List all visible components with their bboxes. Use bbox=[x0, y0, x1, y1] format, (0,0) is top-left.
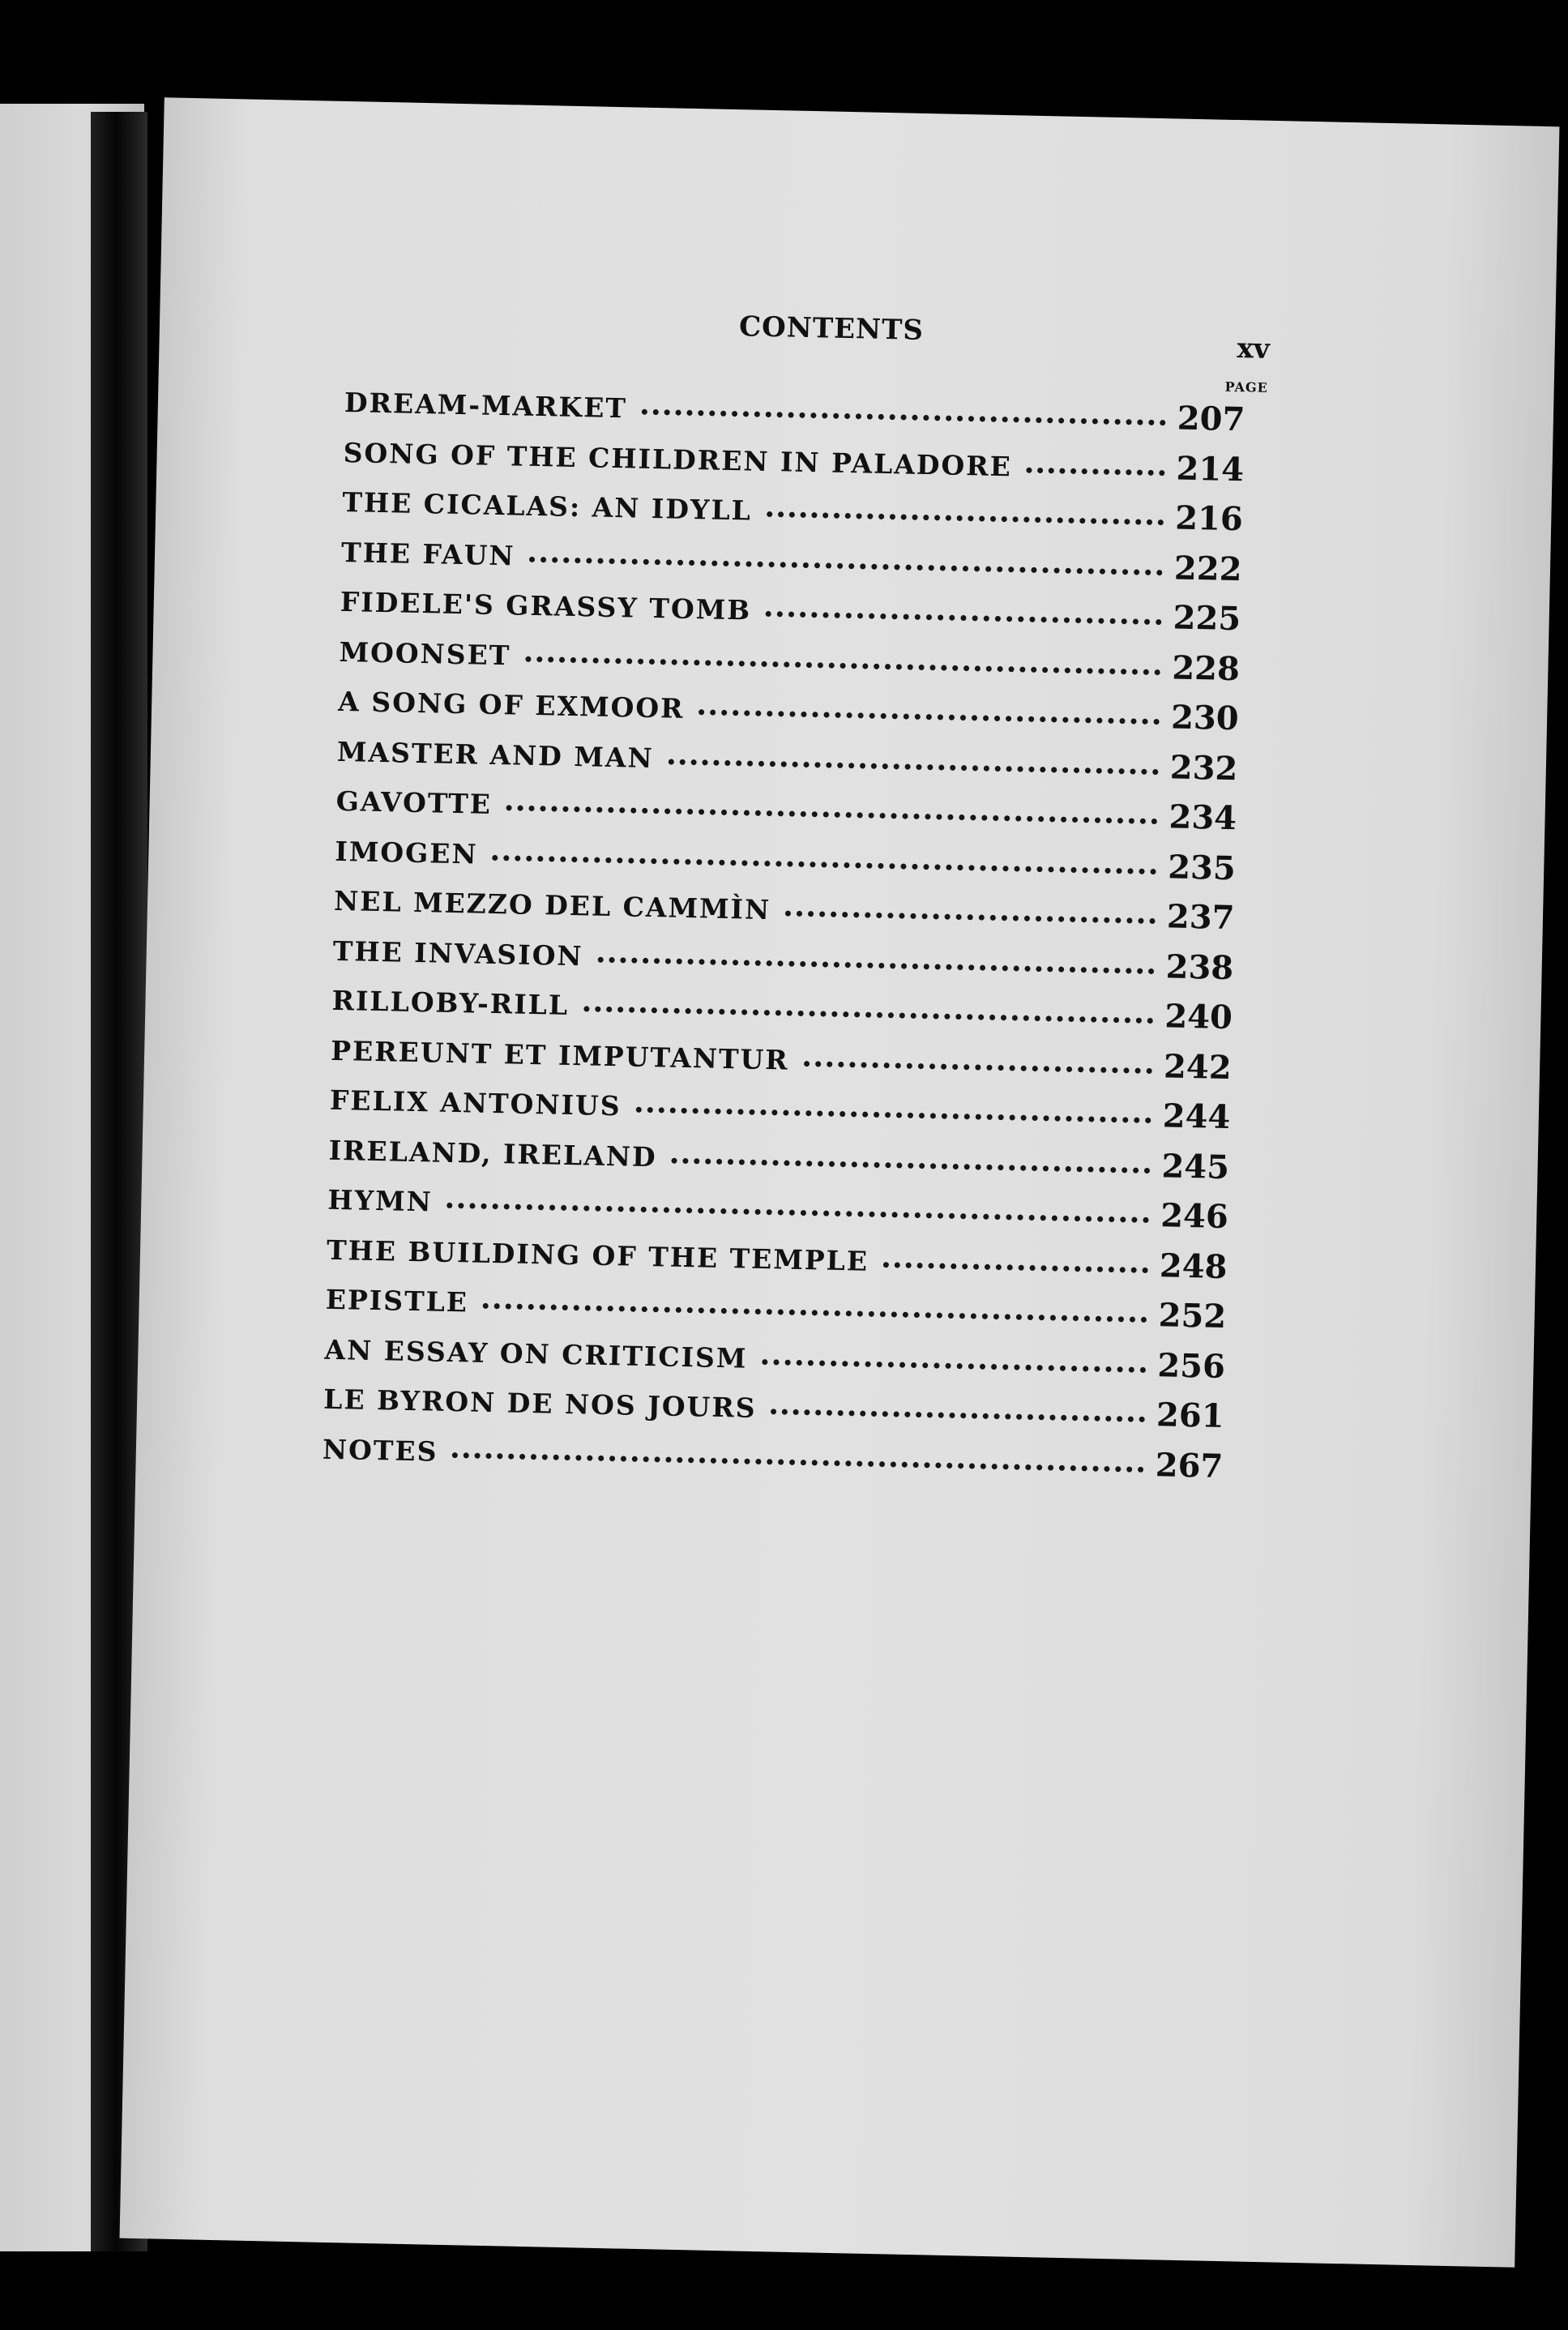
dot-leader bbox=[883, 1262, 1148, 1273]
toc-entry-page: 261 bbox=[1156, 1396, 1225, 1435]
toc-entry-title: FIDELE'S GRASSY TOMB bbox=[340, 585, 752, 626]
dot-leader bbox=[525, 656, 1160, 674]
dot-leader bbox=[767, 511, 1164, 525]
toc-entry-page: 256 bbox=[1156, 1345, 1226, 1386]
dot-leader bbox=[635, 1107, 1151, 1123]
toc-entry-page: 232 bbox=[1169, 747, 1238, 788]
dot-leader bbox=[642, 409, 1166, 426]
toc-entry-title: FELIX ANTONIUS bbox=[329, 1084, 622, 1122]
toc-entry-page: 267 bbox=[1155, 1445, 1224, 1486]
dot-leader bbox=[1027, 467, 1165, 476]
dot-leader bbox=[785, 911, 1156, 925]
toc-entry-title: THE FAUN bbox=[340, 536, 515, 571]
dot-leader bbox=[583, 1006, 1153, 1024]
toc-entry-page: 246 bbox=[1160, 1196, 1229, 1237]
toc-entry-title: IRELAND, IRELAND bbox=[328, 1134, 658, 1173]
toc-entry-title: HYMN bbox=[327, 1183, 434, 1218]
toc-entry-page: 244 bbox=[1162, 1097, 1231, 1137]
toc-entry-title: DREAM-MARKET bbox=[344, 386, 628, 425]
toc-entry-title: PEREUNT ET IMPUTANTUR bbox=[330, 1034, 790, 1076]
toc-entry-page: 240 bbox=[1164, 997, 1233, 1037]
toc-entry-page: 252 bbox=[1158, 1296, 1227, 1336]
dot-leader bbox=[452, 1452, 1144, 1473]
table-of-contents bbox=[322, 382, 1252, 1497]
toc-entry-title: MASTER AND MAN bbox=[336, 735, 655, 774]
toc-entry-page: 237 bbox=[1166, 897, 1235, 938]
dot-leader bbox=[766, 611, 1162, 625]
toc-entry-page: 235 bbox=[1167, 847, 1237, 887]
toc-entry-page: 216 bbox=[1174, 498, 1244, 539]
dot-leader bbox=[804, 1061, 1152, 1074]
toc-entry-title: EPISTLE bbox=[325, 1283, 469, 1319]
toc-entry-title: THE CICALAS: AN IDYLL bbox=[342, 485, 753, 527]
folio-number: xv bbox=[1237, 332, 1271, 366]
toc-entry-title: IMOGEN bbox=[335, 835, 479, 870]
dot-leader bbox=[492, 854, 1156, 874]
dot-leader bbox=[529, 556, 1163, 575]
toc-entry-page: 214 bbox=[1176, 449, 1245, 489]
toc-entry-title: A SONG OF EXMOOR bbox=[337, 685, 685, 725]
toc-entry-title: GAVOTTE bbox=[335, 785, 493, 820]
toc-entry-page: 222 bbox=[1173, 548, 1242, 588]
dot-leader bbox=[506, 805, 1158, 824]
toc-entry-title: THE BUILDING OF THE TEMPLE bbox=[326, 1233, 869, 1277]
toc-entry-title: MOONSET bbox=[339, 635, 511, 671]
dot-leader bbox=[597, 956, 1154, 973]
toc-entry-page: 230 bbox=[1170, 698, 1240, 738]
toc-entry-title: SONG OF THE CHILDREN IN PALADORE bbox=[343, 436, 1013, 482]
dot-leader bbox=[671, 1157, 1150, 1173]
toc-entry-page: 225 bbox=[1173, 598, 1241, 639]
toc-entry-page: 242 bbox=[1163, 1046, 1233, 1087]
toc-entry-page: 245 bbox=[1161, 1146, 1230, 1186]
dot-leader bbox=[762, 1359, 1146, 1373]
dot-leader bbox=[447, 1203, 1150, 1223]
toc-entry-title: NEL MEZZO DEL CAMMÌN bbox=[333, 884, 771, 926]
toc-entry-title: NOTES bbox=[322, 1433, 438, 1468]
dot-leader bbox=[669, 759, 1159, 775]
toc-entry-page: 248 bbox=[1159, 1246, 1228, 1286]
toc-entry-title: RILLOBY-RILL bbox=[331, 984, 570, 1021]
running-head: CONTENTS bbox=[738, 310, 925, 347]
toc-entry-page: 228 bbox=[1171, 648, 1241, 688]
dot-leader bbox=[699, 709, 1160, 725]
dot-leader bbox=[483, 1303, 1147, 1323]
dot-leader bbox=[771, 1409, 1145, 1422]
contents-page bbox=[120, 97, 1560, 2267]
toc-entry-page: 234 bbox=[1169, 797, 1237, 838]
toc-entry-title: AN ESSAY ON CRITICISM bbox=[324, 1333, 748, 1374]
toc-entry-title: LE BYRON DE NOS JOURS bbox=[323, 1383, 757, 1424]
page-column-label: PAGE bbox=[1224, 378, 1268, 395]
toc-entry-page: 238 bbox=[1165, 947, 1234, 987]
toc-entry-page: 207 bbox=[1177, 399, 1245, 439]
toc-entry-title: THE INVASION bbox=[332, 934, 584, 972]
